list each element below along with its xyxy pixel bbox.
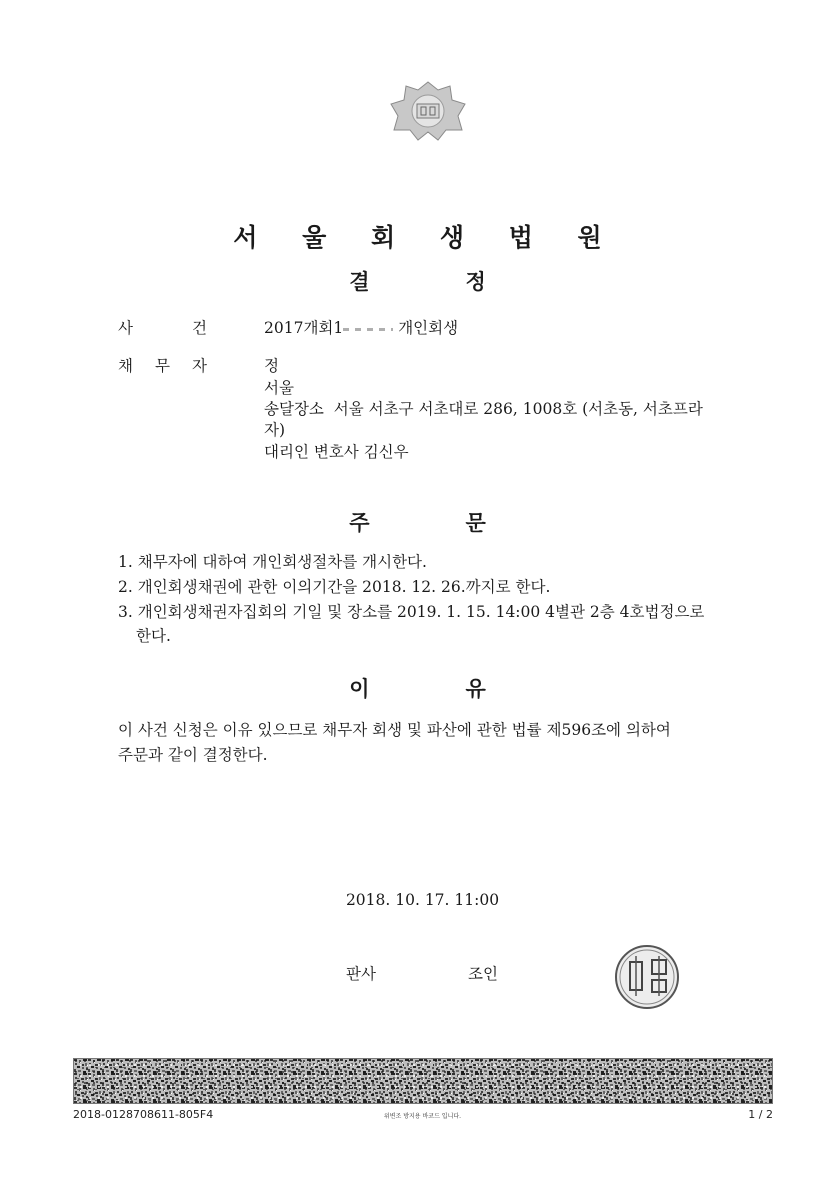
page-number: 1 / 2	[748, 1108, 773, 1121]
attorney: 대리인 변호사 김신우	[264, 443, 409, 461]
redacted-mark	[343, 328, 393, 331]
decision-heading	[0, 266, 835, 296]
judge-name: 조인	[468, 965, 498, 983]
decision-heading-right: 정	[465, 269, 486, 294]
decision-heading-left: 결	[349, 269, 370, 294]
delivery-line1: 서울 서초구 서초대로 286, 1008호 (서초동, 서초프라	[333, 400, 703, 418]
delivery-label: 송달장소	[264, 400, 324, 418]
judge-seal-icon	[610, 942, 684, 1012]
decision-date: 2018. 10. 17. 11:00	[345, 891, 500, 909]
judge-title: 판사	[346, 965, 376, 983]
order-item-1: 1. 채무자에 대하여 개인회생절차를 개시한다.	[118, 553, 427, 571]
delivery-address	[264, 397, 703, 419]
debtor-name: 정	[264, 357, 279, 375]
order-heading: 주 문	[349, 510, 486, 535]
barcode-notice: 위변조 방지용 바코드 입니다.	[383, 1113, 462, 1120]
reason-line-2: 주문과 같이 결정한다.	[118, 746, 268, 764]
case-value	[264, 316, 458, 338]
case-label: 사 건	[118, 319, 207, 337]
delivery-line2: 자)	[264, 421, 286, 439]
case-number: 2017개회1	[264, 319, 344, 337]
reason-line-1: 이 사건 신청은 이유 있으므로 채무자 회생 및 파산에 관한 법률 제596조에 의하여	[118, 721, 671, 739]
anti-forgery-barcode	[73, 1058, 773, 1104]
case-type: 개인회생	[398, 319, 459, 337]
order-item-3-cont: 한다.	[136, 627, 171, 645]
order-item-2: 2. 개인회생채권에 관한 이의기간을 2018. 12. 26.까지로 한다.	[118, 578, 551, 596]
reason-heading: 이 유	[349, 676, 486, 701]
court-emblem-icon	[388, 80, 468, 142]
order-item-3: 3. 개인회생채권자집회의 기일 및 장소를 2019. 1. 15. 14:00 4별관 2층 4호법정으로	[118, 603, 705, 621]
court-name: 서 울 회 생 법 원	[233, 223, 620, 252]
debtor-address: 서울	[264, 379, 294, 397]
debtor-label: 채 무 자	[118, 357, 207, 375]
barcode-pattern	[74, 1059, 773, 1104]
document-id: 2018-0128708611-805F4	[73, 1108, 214, 1121]
